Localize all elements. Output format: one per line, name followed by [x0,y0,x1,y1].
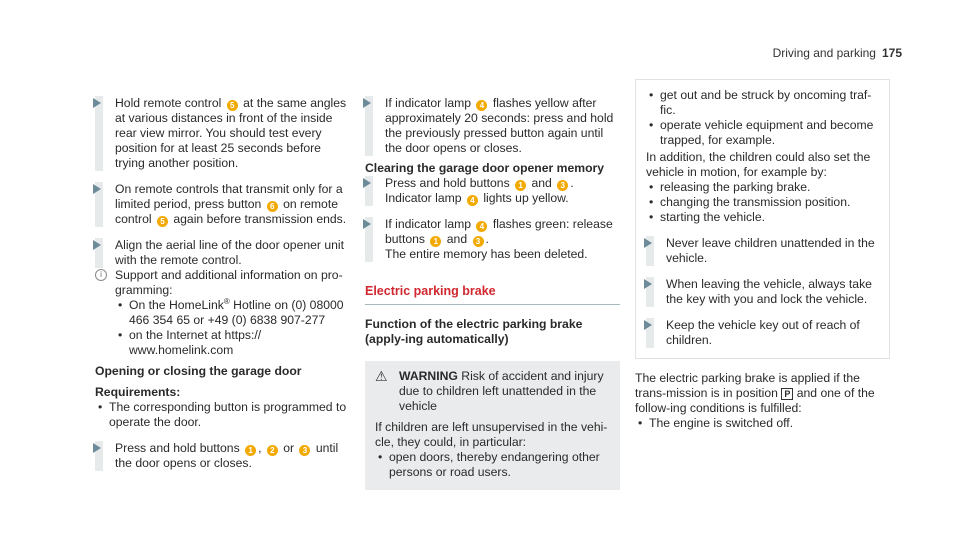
info-note: i Support and additional information on pro-gramming: • On the HomeLink® Hotline on (0) 08000 466 354 65 or +49 (0) 6838 907-277 • on the Internet at https:// www.homelink.com [95,268,350,358]
step: Never leave children unattended in the vehicle. [646,236,879,266]
info-icon: i [95,269,107,281]
step: Press and hold buttons 1 , 2 or 3 until the door opens or closes. [95,441,350,471]
warning-box-continued: • get out and be struck by oncoming traf-fic. • operate vehicle equipment and become trapped, for example. In addition, the children could also set the vehicle in motion, for example by: • releasing the parking brake. • changing the transmission position. • starting the vehicle. Never leave children unattended in the vehicle. When leaving the vehicle, always take the key with you and lock the vehicle. Keep the vehicle key out of reach of children. [635,79,890,359]
column-2 [365,96,620,490]
park-position-icon: P [781,388,793,400]
section-heading: Electric parking brake [365,284,620,305]
paragraph: The electric parking brake is applied if the trans-mission is in position P and one of the follow-ing conditions is fulfilled: [635,371,875,415]
step: Keep the vehicle key out of reach of children. [646,318,879,348]
requirements-heading: Requirements: [95,385,181,399]
column-1 [95,96,350,471]
step: On remote controls that transmit only for a limited period, press button 6 on remote control 5 again before transmission ends. [95,182,350,227]
callout-1-icon: 1 [245,445,256,456]
step: When leaving the vehicle, always take the key with you and lock the vehicle. [646,277,879,307]
list-item: • releasing the parking brake. [646,180,879,195]
step-arrow-icon [644,279,652,289]
step: Hold remote control 5 at the same angles at various distances in front of the inside rear view mirror. You should test every position for at least 25 seconds before trying another position. [95,96,350,171]
heading-open-close: Opening or closing the garage door [95,364,302,378]
warning-box: ⚠ WARNING Risk of accident and injury due to children left unattended in the vehicle If children are left unsupervised in the vehi-cle, they could, in particular: • open doors, thereby endangering other persons or road users. [365,361,620,490]
callout-1-icon: 1 [515,180,526,191]
step-arrow-icon [644,320,652,330]
callout-3-icon: 3 [473,236,484,247]
step-arrow-icon [93,240,101,250]
step-arrow-icon [363,98,371,108]
step-arrow-icon [363,178,371,188]
page-number: 175 [881,46,902,60]
callout-4-icon: 4 [476,221,487,232]
step-arrow-icon [93,98,101,108]
list-item: • The engine is switched off. [635,416,890,431]
callout-4-icon: 4 [476,100,487,111]
callout-2-icon: 2 [267,445,278,456]
step: If indicator lamp 4 flashes yellow after approximately 20 seconds: press and hold the previously pressed button again until the door opens or closes. [365,96,620,156]
list-item: • on the Internet at https:// www.homelink.com [115,328,350,358]
list-item: • operate vehicle equipment and become trapped, for example. [646,118,879,148]
section-title: Driving and parking [772,46,876,60]
callout-1-icon: 1 [430,236,441,247]
callout-4-icon: 4 [467,195,478,206]
step: Press and hold buttons 1 and 3 . Indicator lamp 4 lights up yellow. [365,176,620,206]
callout-5-icon: 5 [227,100,238,111]
list-item: • changing the transmission position. [646,195,879,210]
heading-clear-memory: Clearing the garage door opener memory [365,161,605,175]
warning-label: WARNING [399,369,458,383]
list-item: • open doors, thereby endangering other persons or road users. [375,450,610,480]
column-3 [635,79,890,431]
callout-6-icon: 6 [267,201,278,212]
warning-icon: ⚠ [375,368,388,384]
page-header [773,46,902,61]
step-arrow-icon [93,184,101,194]
step-arrow-icon [93,443,101,453]
step-arrow-icon [644,238,652,248]
step: If indicator lamp 4 flashes green: release buttons 1 and 3 . The entire memory has been deleted. [365,217,620,262]
callout-3-icon: 3 [557,180,568,191]
list-item: • get out and be struck by oncoming traf-fic. [646,88,879,118]
list-item: • starting the vehicle. [646,210,879,225]
sub-heading: Function of the electric parking brake (apply-ing automatically) [365,317,583,346]
step: Align the aerial line of the door opener unit with the remote control. [95,238,350,268]
step-arrow-icon [363,219,371,229]
callout-5-icon: 5 [157,216,168,227]
callout-3-icon: 3 [299,445,310,456]
list-item: • On the HomeLink® Hotline on (0) 08000 466 354 65 or +49 (0) 6838 907-277 [115,298,350,328]
list-item: • The corresponding button is programmed to operate the door. [95,400,350,430]
